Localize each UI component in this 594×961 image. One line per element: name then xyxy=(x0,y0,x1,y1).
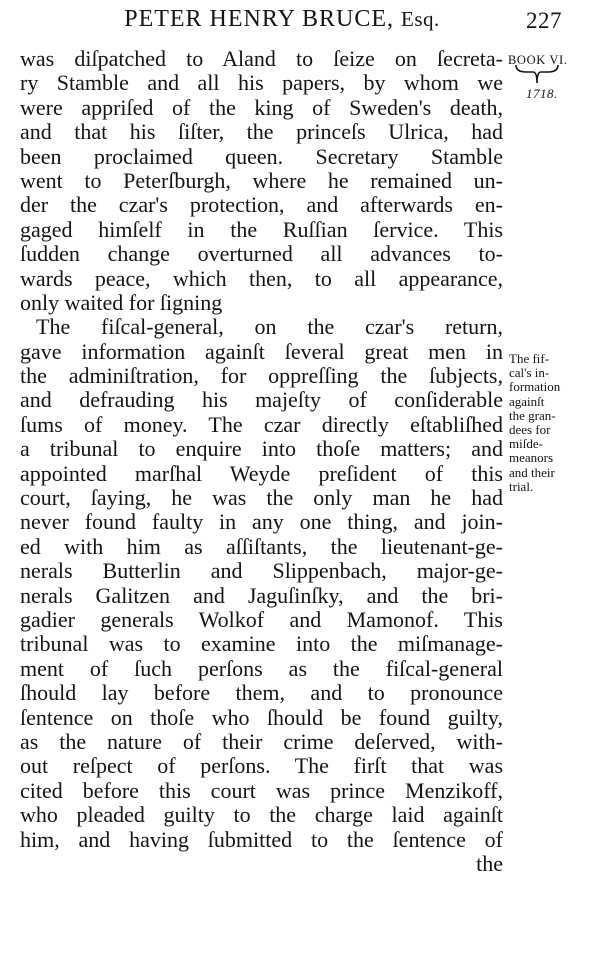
text-line: nerals Butterlin and Slippenbach, major-ge- xyxy=(20,558,503,584)
text-line: gave information againſt ſeveral great men in xyxy=(20,338,503,364)
sidenote-line: meanors xyxy=(509,450,554,466)
text-line: court, ſaying, he was the only man he had xyxy=(20,485,503,511)
text-line: ſudden change overturned all advances to- xyxy=(20,241,503,267)
text-line: were appriſed of the king of Sweden's death, xyxy=(20,94,503,120)
running-head xyxy=(82,6,482,33)
text-line: ry Stamble and all his papers, by whom we xyxy=(20,70,503,96)
text-line: der the czar's protection, and afterwards en- xyxy=(20,192,503,218)
text-line: appointed marſhal Weyde preſident of this xyxy=(20,460,503,486)
body-text xyxy=(20,47,503,876)
sidenote-line: dees for xyxy=(509,421,551,437)
sidenote-line: formation xyxy=(509,379,561,395)
text-line: tribunal was to examine into the miſmanage- xyxy=(20,631,503,657)
sidenote-line: and their xyxy=(509,464,555,480)
text-line: gadier generals Wolkof and Mamonof. This xyxy=(20,606,503,632)
text-line: went to Peterſburgh, where he remained un- xyxy=(20,167,503,193)
text-line: never found faulty in any one thing, and join- xyxy=(20,509,503,535)
page-number: 227 xyxy=(526,8,562,33)
text-line: only waited for ſigning xyxy=(20,289,223,315)
margin-book-label: BOOK VI. xyxy=(508,53,568,67)
sidenote-line: trial. xyxy=(509,478,534,494)
sidenote-line: the gran- xyxy=(509,407,556,423)
sidenote-line: cal's in- xyxy=(509,365,550,381)
curly-brace-icon xyxy=(514,63,560,85)
running-head-title: PETER HENRY BRUCE, xyxy=(124,6,395,32)
text-line: him, and having ſubmitted to the ſentence of xyxy=(20,826,503,852)
text-line: cited before this court was prince Menzikoff, xyxy=(20,777,503,803)
text-line: and defrauding his majeſty of conſiderable xyxy=(20,387,503,413)
text-line: ſhould lay before them, and to pronounce xyxy=(20,680,503,706)
text-line: nerals Galitzen and Jaguſinſky, and the bri- xyxy=(20,582,503,608)
text-line: a tribunal to enquire into thoſe matters; and xyxy=(20,436,503,462)
margin-year: 1718. xyxy=(526,86,558,101)
text-line: been proclaimed queen. Secretary Stamble xyxy=(20,143,503,169)
text-line: ſums of money. The czar directly eſtabliſhed xyxy=(20,411,503,437)
text-line: the adminiſtration, for oppreſſing the ſubjects, xyxy=(20,363,503,389)
text-line: out reſpect of perſons. The firſt that was xyxy=(20,753,503,779)
text-line: gaged himſelf in the Ruſſian ſervice. This xyxy=(20,216,503,242)
text-line: ſentence on thoſe who ſhould be found guilty, xyxy=(20,704,503,730)
text-line: and that his ſiſter, the princeſs Ulrica, had xyxy=(20,119,503,145)
text-line: wards peace, which then, to all appearance, xyxy=(20,265,503,291)
text-line: ment of ſuch perſons as the fiſcal-general xyxy=(20,655,503,681)
sidenote-line: miſde- xyxy=(509,436,543,452)
text-line: as the nature of their crime deſerved, with- xyxy=(20,728,503,754)
sidenote-line: The fif- xyxy=(509,351,550,366)
running-head-suffix: Esq. xyxy=(401,7,440,31)
sidenote xyxy=(509,352,593,494)
paragraph-start-line: The fiſcal-general, on the czar's return, xyxy=(36,314,503,340)
text-line: ed with him as aſſiſtants, the lieutenant-ge- xyxy=(20,533,503,559)
text-line: was diſpatched to Aland to ſeize on ſecreta- xyxy=(20,46,503,71)
sidenote-line: againſt xyxy=(509,393,545,409)
catchword: the xyxy=(476,850,503,876)
text-line: who pleaded guilty to the charge laid againſt xyxy=(20,802,503,828)
